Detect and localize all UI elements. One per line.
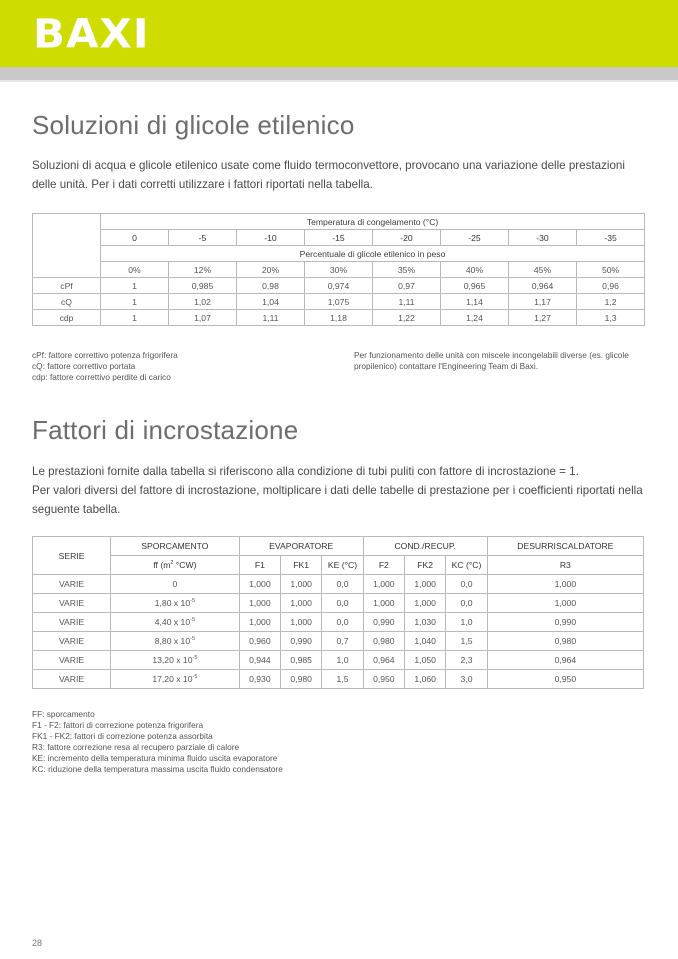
serie-cell: VARIE [33,594,111,613]
percent-cell: 50% [577,262,645,278]
note-line: F1 - F2: fattori di correzione potenza frigorifera [32,720,204,730]
table-cell: 1,0 [446,613,487,632]
col-fk2: FK2 [405,556,446,575]
col-evaporatore: EVAPORATORE [239,537,363,556]
table-cell: 0,990 [281,632,322,651]
table-cell: 1,14 [441,294,509,310]
table-cell: 0,980 [281,670,322,689]
col-kc: KC (°C) [446,556,487,575]
freeze-temp-cell: -25 [441,230,509,246]
table-cell: 0,950 [487,670,643,689]
percent-cell: 30% [305,262,373,278]
table-cell: 1,000 [239,613,280,632]
table-cell: 1,11 [237,310,305,326]
table-cell: 1,24 [441,310,509,326]
freeze-temp-cell: -35 [577,230,645,246]
glicole-table [32,213,645,326]
table-cell: 1,040 [405,632,446,651]
table-row [33,594,644,613]
serie-cell: VARIE [33,651,111,670]
header-band [0,0,678,67]
ff-cell: 13,20 x $10^{-5}$ [111,651,240,670]
table-cell: 1,17 [509,294,577,310]
table-cell: 0,944 [239,651,280,670]
ff-cell: 8,80 x $10^{-5}$ [111,632,240,651]
table-cell: 0,985 [281,651,322,670]
freeze-temp-cell: -20 [373,230,441,246]
percent-header: Percentuale di glicole etilenico in peso [101,246,645,262]
note-line: cQ: fattore correttivo portata [32,361,136,371]
table-cell: 0,97 [373,278,441,294]
header-divider [0,80,678,82]
table-cell: 1,000 [281,613,322,632]
ff-cell: 0 [111,575,240,594]
table-cell: 0,7 [322,632,363,651]
table-cell: 0,98 [237,278,305,294]
intro-paragraph-incrostazione [32,462,652,519]
table-cell: 0,0 [446,575,487,594]
col-fk1: FK1 [281,556,322,575]
glicole-note-right: Per funzionamento delle unità con miscele incongelabili diverse (es. glicole propilenico) contattare l'Engineering Team di Baxi. [354,350,629,371]
table-cell: 0,990 [363,613,404,632]
table-cell: 0,930 [239,670,280,689]
table-cell: 1,11 [373,294,441,310]
freeze-temp-cell: -5 [169,230,237,246]
table-cell: 0,0 [322,594,363,613]
table-cell: 1,060 [405,670,446,689]
serie-cell: VARIE [33,575,111,594]
table-cell: 1,000 [363,594,404,613]
percent-cell: 0% [101,262,169,278]
ff-cell: 1,80 x $10^{-5}$ [111,594,240,613]
table-row [33,670,644,689]
table-cell: 1,27 [509,310,577,326]
col-desurriscaldatore: DESURRISCALDATORE [487,537,643,556]
table-row [33,294,645,310]
table-corner-cell [33,214,101,278]
table-cell: 0,980 [363,632,404,651]
table-cell: 1,18 [305,310,373,326]
col-f1: F1 [239,556,280,575]
col-sporcamento: SPORCAMENTO [111,537,240,556]
row-label: cQ [33,294,101,310]
serie-cell: VARIE [33,613,111,632]
table-cell: 1,000 [487,594,643,613]
percent-cell: 40% [441,262,509,278]
col-serie: SERIE [33,537,111,575]
col-f2: F2 [363,556,404,575]
table-cell: 1 [101,310,169,326]
table-cell: 0,985 [169,278,237,294]
table-cell: 1,5 [446,632,487,651]
table-cell: 0,980 [487,632,643,651]
table-cell: 1,000 [405,594,446,613]
table-cell: 0,965 [441,278,509,294]
table-cell: 1,000 [487,575,643,594]
row-label: cdp [33,310,101,326]
table-cell: 1 [101,294,169,310]
table-cell: 1,000 [239,594,280,613]
row-label: cPf [33,278,101,294]
freeze-temp-header: Temperatura di congelamento (°C) [101,214,645,230]
table-cell: 0,0 [322,613,363,632]
table-cell: 0,990 [487,613,643,632]
col-r3: R3 [487,556,643,575]
freeze-temp-cell: -30 [509,230,577,246]
table-cell: 1,02 [169,294,237,310]
paragraph-line: Per valori diversi del fattore di incrostazione, moltiplicare i dati delle tabelle di prestazione per i coefficienti riportati nella seguente tabella. [32,484,643,516]
intro-paragraph-glicole: Soluzioni di acqua e glicole etilenico usate come fluido termoconvettore, provocano una variazione delle prestazioni delle unità. Per i dati corretti utilizzare i fattori riportati nella tabella. [32,159,625,191]
table-row [33,310,645,326]
table-row [33,651,644,670]
table-cell: 0,964 [487,651,643,670]
table-cell: 0,960 [239,632,280,651]
table-cell: 1,000 [239,575,280,594]
baxi-logo: BAXI [33,10,150,57]
freeze-temp-cell: 0 [101,230,169,246]
paragraph-line: Le prestazioni fornite dalla tabella si riferiscono alla condizione di tubi puliti con fattore di incrostazione = 1. [32,465,579,478]
table-cell: 1,0 [322,651,363,670]
note-line: FK1 - FK2: fattori di correzione potenza assorbita [32,731,213,741]
table-cell: 0,950 [363,670,404,689]
page-number: 28 [32,938,43,948]
table-cell: 1,000 [281,594,322,613]
table-cell: 1,22 [373,310,441,326]
note-line: KC: riduzione della temperatura massima uscita fluido condensatore [32,764,283,774]
col-ff-unit: ff ($m^2$ °CW) [111,556,240,575]
percent-cell: 45% [509,262,577,278]
table-cell: 1,075 [305,294,373,310]
freeze-temp-cell: -10 [237,230,305,246]
percent-row [33,262,645,278]
percent-cell: 20% [237,262,305,278]
table-row [33,278,645,294]
table-cell: 0,0 [446,594,487,613]
section-title-glicole: Soluzioni di glicole etilenico [32,110,355,140]
serie-cell: VARIE [33,670,111,689]
percent-cell: 35% [373,262,441,278]
table-cell: 0,96 [577,278,645,294]
table-cell: 1,04 [237,294,305,310]
note-line: R3: fattore correzione resa al recupero parziale di calore [32,742,240,752]
table-cell: 1,000 [363,575,404,594]
table-cell: 1,07 [169,310,237,326]
table-cell: 1,2 [577,294,645,310]
table-cell: 1,050 [405,651,446,670]
table-cell: 2,3 [446,651,487,670]
table-cell: 0,964 [363,651,404,670]
note-line: KE: incremento della temperatura minima fluido uscita evaporatore [32,753,278,763]
table-cell: 1,000 [281,575,322,594]
table-row [33,632,644,651]
freeze-temp-row [33,230,645,246]
table-cell: 1,000 [405,575,446,594]
serie-cell: VARIE [33,632,111,651]
section-title-incrostazione: Fattori di incrostazione [32,415,299,445]
table-cell: 3,0 [446,670,487,689]
header-grey-stripe [0,67,678,80]
table-cell: 1,3 [577,310,645,326]
incrostazione-table [32,536,644,689]
note-line: cPf: fattore correttivo potenza frigorifera [32,350,178,360]
freeze-temp-cell: -15 [305,230,373,246]
table-cell: 0,974 [305,278,373,294]
percent-cell: 12% [169,262,237,278]
table-cell: 1 [101,278,169,294]
note-line: FF: sporcamento [32,709,95,719]
table-row [33,575,644,594]
col-cond-recup: COND./RECUP. [363,537,487,556]
glicole-notes-left [32,350,332,383]
note-line: cdp: fattore correttivo perdite di carico [32,372,171,382]
table-cell: 1,5 [322,670,363,689]
table-cell: 0,0 [322,575,363,594]
table-cell: 1,030 [405,613,446,632]
incrostazione-notes [32,709,432,775]
ff-cell: 17,20 x $10^{-5}$ [111,670,240,689]
ff-cell: 4,40 x $10^{-5}$ [111,613,240,632]
col-ke: KE (°C) [322,556,363,575]
table-row [33,613,644,632]
table-cell: 0,964 [509,278,577,294]
